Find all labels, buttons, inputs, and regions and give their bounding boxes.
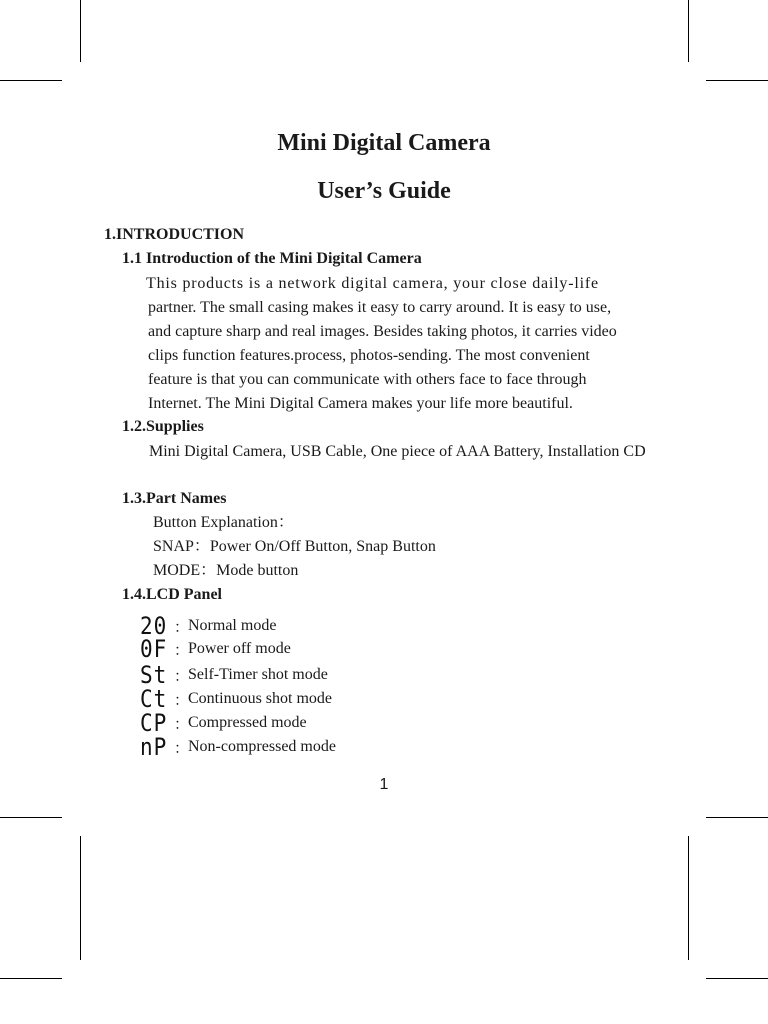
subsection-heading-supplies: 1.2.Supplies [122,418,204,435]
subsection-heading-lcd-panel: 1.4.LCD Panel [122,586,222,603]
crop-mark [688,0,689,62]
lcd-description: Self-Timer shot mode [188,666,328,683]
crop-mark [706,978,768,979]
paragraph-line: This products is a network digital camera, your close daily-life [146,275,599,292]
intro-paragraph [148,272,663,416]
lcd-description: Non-compressed mode [188,738,336,755]
lcd-item [140,711,307,735]
button-explanation-label: Button Explanation： [153,514,294,531]
mode-button-description: MODE：Mode button [153,562,299,579]
lcd-separator: ： [174,668,190,685]
lcd-symbol: 0F [140,635,168,663]
lcd-description: Continuous shot mode [188,690,333,707]
crop-mark [80,0,81,62]
lcd-description: Compressed mode [188,714,307,731]
paragraph-line: and capture sharp and real images. Besides taking photos, it carries video [148,323,617,340]
lcd-symbol: nP [140,733,168,761]
document-subtitle: User’s Guide [317,178,451,204]
lcd-item [140,637,291,661]
lcd-symbol: 20 [140,612,168,640]
lcd-item [140,687,332,711]
crop-mark [0,978,62,979]
lcd-item [140,735,336,759]
paragraph-line: clips function features.process, photos-sending. The most convenient [148,347,590,364]
lcd-item [140,663,328,687]
crop-mark [80,836,81,960]
lcd-separator: ： [174,642,190,659]
section-heading-introduction: 1.INTRODUCTION [104,226,245,243]
document-title: Mini Digital Camera [277,130,491,156]
crop-mark [0,817,62,818]
crop-mark [706,80,768,81]
lcd-separator: ： [174,716,190,733]
subsection-heading-part-names: 1.3.Part Names [122,490,227,507]
page-number: 1 [379,776,389,793]
lcd-description: Normal mode [188,617,277,634]
crop-mark [688,836,689,960]
crop-mark [0,80,62,81]
crop-mark [706,817,768,818]
lcd-description: Power off mode [188,640,291,657]
lcd-separator: ： [174,740,190,757]
lcd-separator: ： [174,692,190,709]
paragraph-line: feature is that you can communicate with others face to face through [148,371,587,388]
supplies-text: Mini Digital Camera, USB Cable, One piece of AAA Battery, Installation CD [149,443,646,460]
lcd-symbol: St [140,661,168,689]
lcd-symbol: CP [140,709,168,737]
snap-button-description: SNAP：Power On/Off Button, Snap Button [153,538,436,555]
lcd-separator: ： [174,619,190,636]
paragraph-line: partner. The small casing makes it easy to carry around. It is easy to use, [148,299,612,316]
lcd-symbol: Ct [140,685,168,713]
subsection-heading-intro: 1.1 Introduction of the Mini Digital Camera [122,250,422,267]
paragraph-line: Internet. The Mini Digital Camera makes your life more beautiful. [148,395,573,412]
